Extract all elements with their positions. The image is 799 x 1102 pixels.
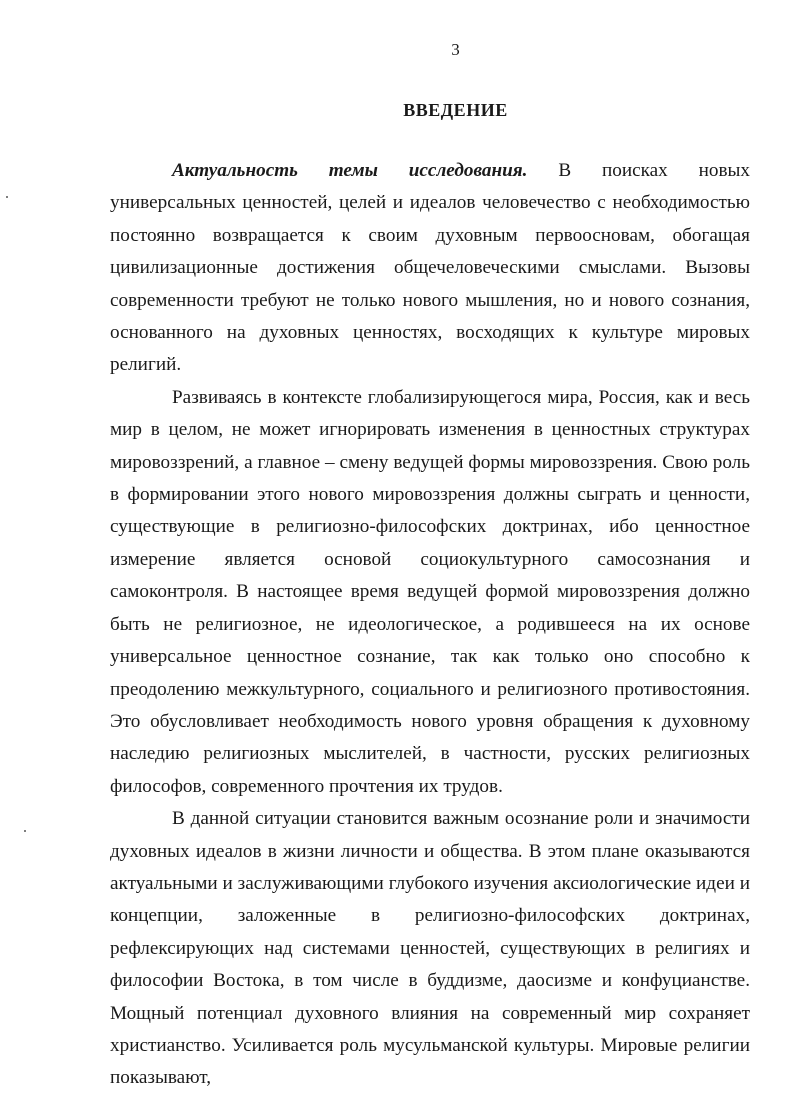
body-text	[110, 155, 750, 1095]
page-title: ВВЕДЕНИЕ	[403, 100, 508, 120]
page-number: 3	[451, 40, 460, 59]
paragraph-text: В поисках новых универсальных ценностей, целей и идеалов человечество с необходимостью постоянно возвращается к своим духовным первоосновам, обогащая цивилизационные достижения общечеловеческими смыслами. Вызовы современности требуют не только нового мышления, но и нового сознания, основанного на духовных ценностях, восходящих к культуре мировых религий.	[110, 160, 750, 376]
paragraph-globalization: Развиваясь в контексте глобализирующегося мира, Россия, как и весь мир в целом, не может игнорировать изменения в ценностных структурах мировоззрений, а главное – смену ведущей формы мировоззрения. Свою роль в формировании этого нового мировоззрения должны сыграть и ценности, существующие в религиозно-философских доктринах, ибо ценностное измерение является основой социокультурного самосознания и самоконтроля. В настоящее время ведущей формой мировоззрения должно быть не религиозное, не идеологическое, а родившееся на их основе универсальное ценностное сознание, так как только оно способно к преодолению межкультурного, социального и религиозного противостояния. Это обусловливает необходимость нового уровня обращения к духовному наследию религиозных мыслителей, в частности, русских религиозных философов, современного прочтения их трудов.	[110, 386, 750, 797]
paragraph-situation: В данной ситуации становится важным осознание роли и значимости духовных идеалов в жизни личности и общества. В этом плане оказываются актуальными и заслуживающими глубокого изучения аксиологические идеи и концепции, заложенные в религиозно-философских доктринах, рефлексирующих над системами ценностей, существующих в религиях и философии Востока, в том числе в буддизме, даосизме и конфуцианстве. Мощный потенциал духовного влияния на современный мир сохраняет христианство. Усиливается роль мусульманской культуры. Мировые религии показывают,	[110, 808, 750, 1089]
scan-speck	[24, 830, 26, 832]
paragraph-relevance	[110, 155, 750, 382]
scan-speck	[6, 196, 8, 198]
section-lead: Актуальность темы исследования.	[172, 160, 528, 181]
